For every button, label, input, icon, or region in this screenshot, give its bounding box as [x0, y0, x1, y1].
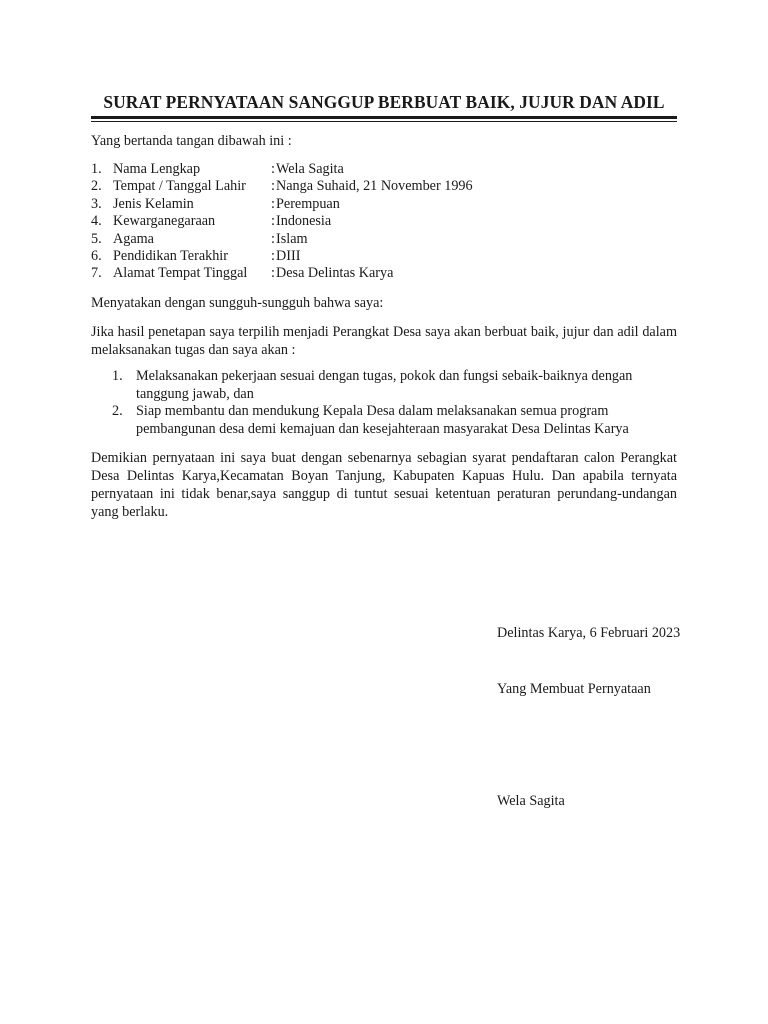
- promise-number: 2.: [112, 403, 123, 419]
- identity-value: DIII: [276, 247, 301, 264]
- identity-label: Pendidikan Terakhir: [113, 247, 228, 264]
- identity-row-name: [91, 161, 591, 178]
- identity-label: Jenis Kelamin: [113, 195, 194, 212]
- title-underline-thin: [91, 121, 677, 122]
- identity-colon: :: [271, 265, 275, 282]
- identity-number: 5.: [91, 230, 102, 247]
- identity-row-citizenship: [91, 213, 591, 230]
- promise-text: Siap membantu dan mendukung Kepala Desa dalam melaksanakan semua program pembangunan desa demi kemajuan dan kesejahteraan masyarakat Desa Delintas Karya: [136, 403, 629, 437]
- identity-number: 1.: [91, 161, 102, 177]
- identity-number: 4.: [91, 213, 102, 230]
- identity-label: Nama Lengkap: [113, 161, 201, 177]
- title-underline-thick: [91, 116, 677, 119]
- promise-number: 1.: [112, 368, 123, 384]
- identity-row-gender: [91, 196, 591, 213]
- identity-row-birth: [91, 178, 591, 195]
- identity-row-address: [91, 265, 591, 282]
- identity-colon: :: [271, 213, 275, 230]
- identity-number: 3.: [91, 195, 102, 212]
- promise-text: Melaksanakan pekerjaan sesuai dengan tugas, pokok dan fungsi sebaik-baiknya dengan tanggung jawab, dan: [136, 368, 633, 402]
- intro-text: Yang bertanda tangan dibawah ini :: [91, 133, 292, 149]
- promise-item: [112, 368, 677, 403]
- identity-label: Tempat / Tanggal Lahir: [113, 178, 246, 195]
- identity-list: [91, 161, 591, 283]
- identity-colon: :: [271, 247, 275, 264]
- identity-colon: :: [271, 178, 275, 195]
- identity-number: 2.: [91, 178, 102, 195]
- document-title: SURAT PERNYATAAN SANGGUP BERBUAT BAIK, JUJUR DAN ADIL: [103, 92, 665, 112]
- identity-label: Kewarganegaraan: [113, 213, 216, 230]
- identity-value: Perempuan: [276, 195, 340, 212]
- identity-value: Nanga Suhaid, 21 November 1996: [276, 178, 473, 195]
- identity-label: Alamat Tempat Tinggal: [113, 265, 248, 282]
- identity-colon: :: [271, 230, 275, 247]
- identity-colon: :: [271, 195, 275, 212]
- signature-role: Yang Membuat Pernyataan: [497, 681, 651, 697]
- commitment-paragraph: Jika hasil penetapan saya terpilih menjadi Perangkat Desa saya akan berbuat baik, jujur dan adil dalam melaksanakan tugas dan saya akan :: [91, 324, 677, 358]
- signature-name: Wela Sagita: [497, 793, 565, 809]
- identity-number: 6.: [91, 247, 102, 264]
- identity-row-education: [91, 248, 591, 265]
- identity-value: Wela Sagita: [276, 161, 344, 177]
- signature-place-date: Delintas Karya, 6 Februari 2023: [497, 625, 681, 641]
- closing-paragraph: Demikian pernyataan ini saya buat dengan sebenarnya sebagian syarat pendaftaran calon Perangkat Desa Delintas Karya,Kecamatan Boyan Tanjung, Kabupaten Kapuas Hulu. Dan apabila ternyata pernyataan ini tidak benar,saya sanggup di tuntut sesuai ketentuan peraturan perundang-undangan yang berlaku.: [91, 450, 677, 520]
- identity-value: Islam: [276, 230, 308, 247]
- identity-row-religion: [91, 231, 591, 248]
- promise-item: [112, 403, 677, 438]
- identity-number: 7.: [91, 265, 102, 282]
- identity-value: Desa Delintas Karya: [276, 265, 394, 282]
- identity-value: Indonesia: [276, 213, 332, 230]
- identity-colon: :: [271, 161, 275, 177]
- promise-list: [112, 368, 677, 438]
- identity-label: Agama: [113, 230, 154, 247]
- declaration-text: Menyatakan dengan sungguh-sungguh bahwa saya:: [91, 295, 384, 311]
